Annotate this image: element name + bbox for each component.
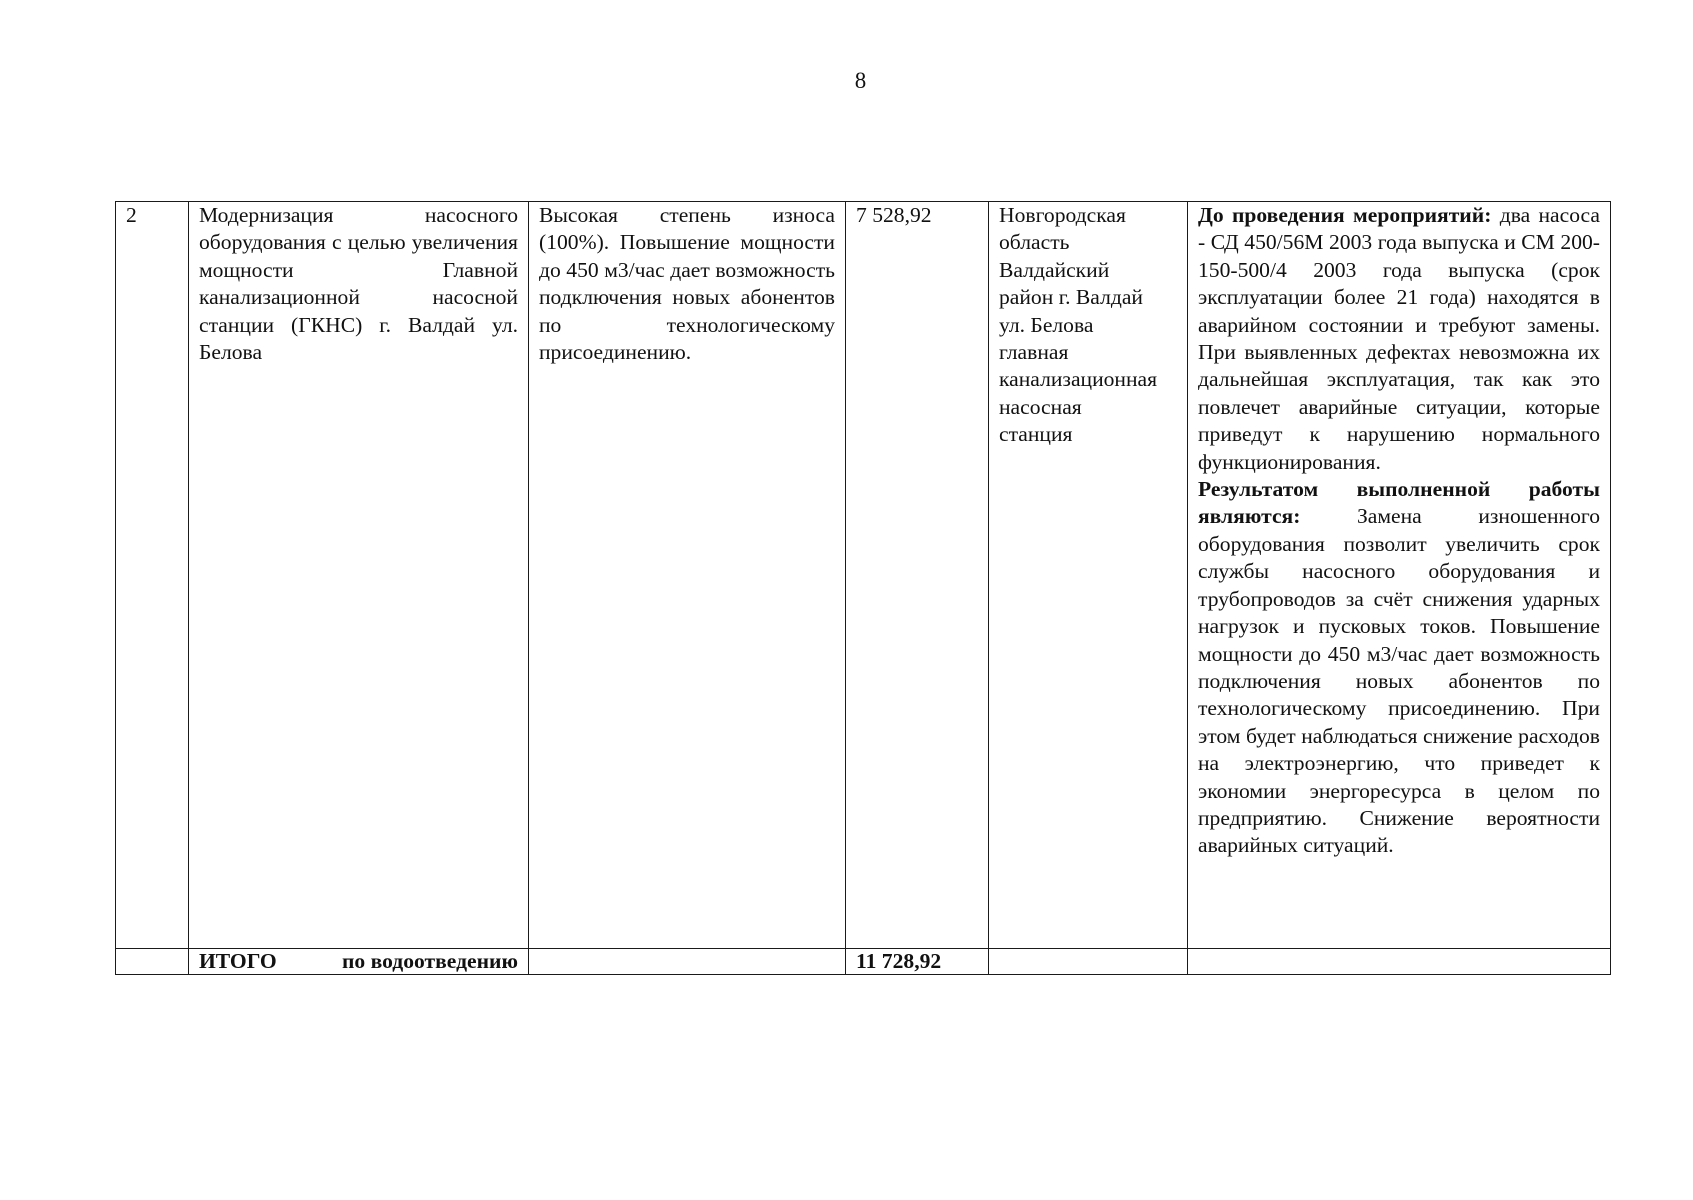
total-empty-cell (1188, 949, 1611, 975)
justification-text: Высокая степень износа (100%). Повышение мощности до 450 м3/час дает возможность подключения новых абонентов по технологическому присоединению. (539, 203, 835, 365)
justification-cell (529, 202, 846, 949)
before-section (1198, 202, 1600, 476)
description-cell (1188, 202, 1611, 949)
before-heading: До проведения мероприятий: (1198, 203, 1492, 227)
total-amount: 11 728,92 (856, 949, 942, 973)
total-empty-cell (116, 949, 189, 975)
amount-cell (846, 202, 989, 949)
total-amount-cell (846, 949, 989, 975)
measure-name-cell (189, 202, 529, 949)
total-row (116, 949, 1611, 975)
before-text: два насоса - СД 450/56М 2003 года выпуска и СМ 200-150-500/4 2003 года выпуска (срок эксплуатации более 21 года) находятся в аварийном состоянии и требуют замены. При выявленных дефектах невозможна их дальнейшая эксплуатация, так как это повлечет аварийные ситуации, которые приведут к нарушению нормального функционирования. (1198, 203, 1600, 474)
row-number: 2 (126, 203, 137, 227)
total-empty-cell (529, 949, 846, 975)
total-label-cell (189, 949, 529, 975)
total-empty-cell (989, 949, 1188, 975)
measure-name: Модернизация насосного оборудования с целью увеличения мощности Главной канализационной насосной станции (ГКНС) г. Валдай ул. Белова (199, 203, 518, 365)
measures-table (115, 201, 1611, 975)
result-section (1198, 476, 1600, 860)
total-label-part1: ИТОГО (199, 949, 277, 973)
result-heading: Результатом выполненной работы являются: (1198, 477, 1600, 529)
location-cell: Новгородская область Валдайский район г. Валдай ул. Белова главная канализационная насосная станция (989, 202, 1188, 949)
amount-value: 7 528,92 (856, 203, 932, 227)
total-label (199, 949, 518, 974)
result-text: Замена изношенного оборудования позволит увеличить срок службы насосного оборудования и трубопроводов за счёт снижения ударных нагрузок и пусковых токов. Повышение мощности до 450 м3/час дает возможность подключения новых абонентов по технологическому присоединению. При этом будет наблюдаться снижение расходов на электроэнергию, что приведет к экономии энергоресурса в целом по предприятию. Снижение вероятности аварийных ситуаций. (1198, 504, 1600, 858)
page-number: 8 (854, 68, 867, 93)
total-label-part2: по водоотведению (341, 949, 518, 973)
table-row (116, 202, 1611, 949)
row-number-cell (116, 202, 189, 949)
